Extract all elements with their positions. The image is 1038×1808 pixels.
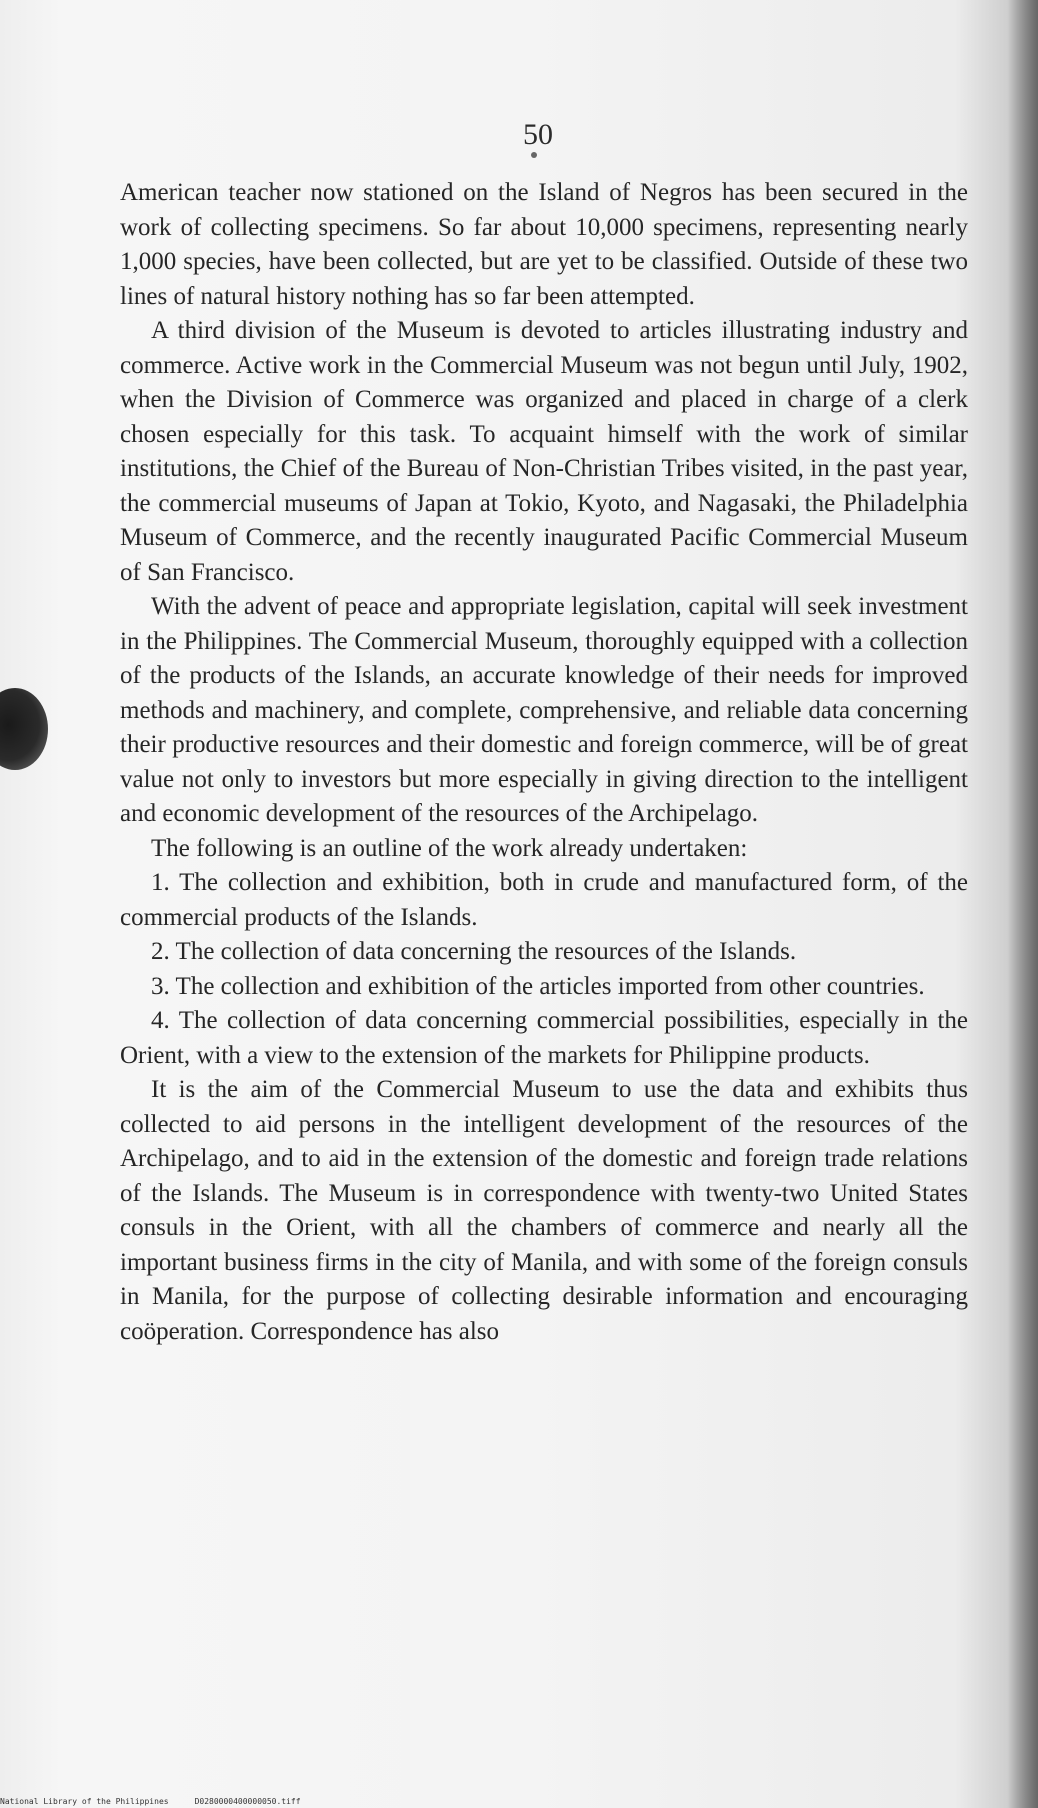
speck-mark: [531, 152, 537, 158]
paragraph-outline-intro: The following is an outline of the work already undertaken:: [151, 834, 748, 862]
paragraph-advent-of-peace: With the advent of peace and appropriate legislation, capital will seek investment in the Philippines. The Commercial Museum, thoroughly equipped with a collection of the products of the Islands, an accurate knowledge of their needs for improved methods and machinery, and complete, comprehensive, and reliable data concerning their productive resources and their domestic and foreign commerce, will be of great value not only to investors but more especially in giving direction to the intelligent and economic development of the resources of the Archipelago.: [120, 593, 968, 827]
scan-footer: [0, 1797, 301, 1806]
list-item-1: 1. The collection and exhibition, both in crude and manufactured form, of the commercial products of the Islands.: [120, 869, 968, 931]
paragraph-third-division: A third division of the Museum is devoted to articles illustrating industry and commerce. Active work in the Commercial Museum was not begun until July, 1902, when the Division of Commerce was organized and placed in charge of a clerk chosen especially for this task. To acquaint himself with the work of similar institutions, the Chief of the Bureau of Non-Christian Tribes visited, in the past year, the commercial museums of Japan at Tokio, Kyoto, and Nagasaki, the Philadelphia Museum of Commerce, and the recently inaugurated Pacific Commercial Museum of San Francisco.: [120, 317, 968, 586]
page-number: 50: [523, 118, 553, 151]
footer-library: National Library of the Philippines: [0, 1797, 169, 1806]
paragraph-continuation: American teacher now stationed on the Island of Negros has been secured in the work of collecting specimens. So far about 10,000 specimens, representing nearly 1,000 species, have been collected, but are yet to be classified. Outside of these two lines of natural history nothing has so far been attempted.: [120, 179, 968, 310]
list-item-2: 2. The collection of data concerning the resources of the Islands.: [151, 938, 797, 965]
page-edge-shadow: [1008, 0, 1038, 1808]
footer-filename: D0280000400000050.tiff: [194, 1797, 301, 1806]
list-item-3: 3. The collection and exhibition of the articles imported from other countries.: [151, 972, 925, 1000]
binder-hole-mark: [0, 688, 48, 770]
paragraph-museum-aim: It is the aim of the Commercial Museum to use the data and exhibits thus collected to aid persons in the intelligent development of the resources of the Archipelago, and to aid in the extension of the domestic and foreign trade relations of the Islands. The Museum is in correspondence with twenty-two United States consuls in the Orient, with all the chambers of commerce and nearly all the important business firms in the city of Manila, and with some of the foreign consuls in Manila, for the purpose of collecting desirable information and encouraging coöperation. Correspondence has also: [120, 1076, 968, 1345]
body-text: [120, 176, 968, 1349]
list-item-4: 4. The collection of data concerning commercial possibilities, especially in the Orient, with a view to the extension of the markets for Philippine products.: [120, 1007, 968, 1069]
